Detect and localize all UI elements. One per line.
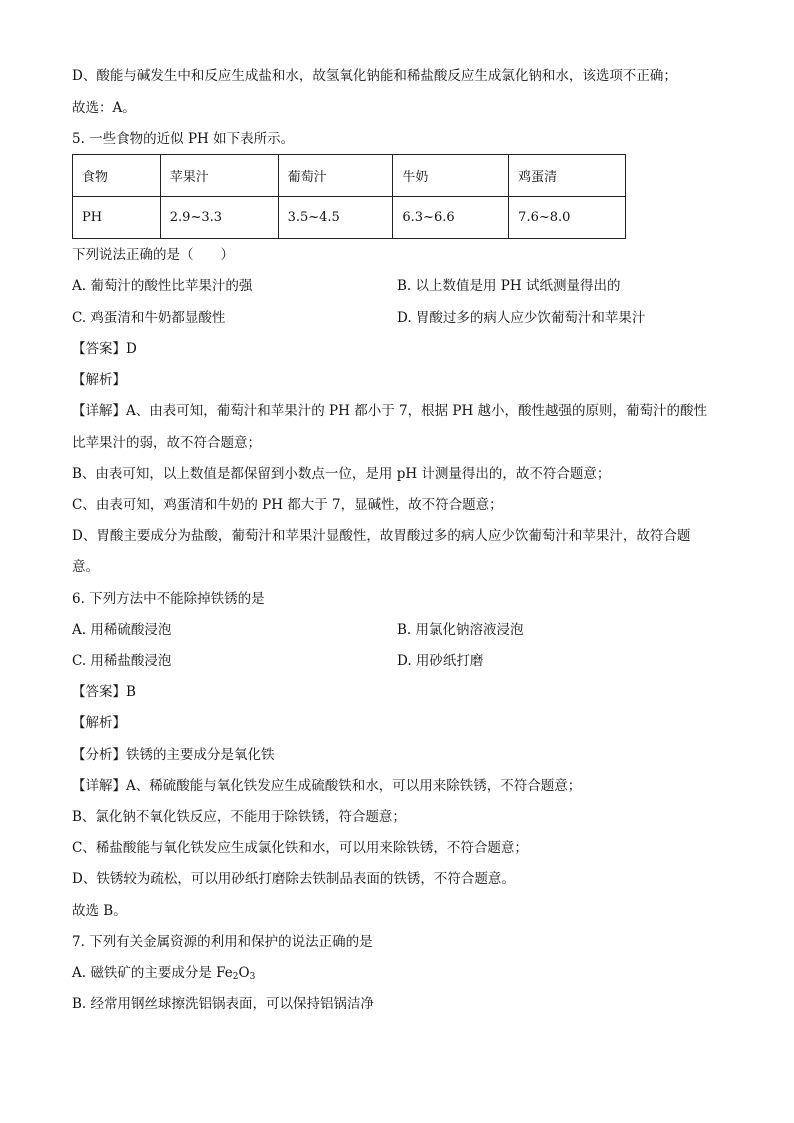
option-a: A. 葡萄汁的酸性比苹果汁的强 — [72, 278, 253, 294]
question-7-title: 7. 下列有关金属资源的利用和保护的说法正确的是 — [72, 934, 373, 950]
question-5-stem: 下列说法正确的是（ ） — [72, 247, 234, 263]
table-cell: 3.5~4.5 — [278, 197, 393, 239]
table-cell: 苹果汁 — [160, 155, 278, 197]
table-cell: 牛奶 — [393, 155, 509, 197]
text-line: C、由表可知，鸡蛋清和牛奶的 PH 都大于 7，显碱性，故不符合题意； — [72, 497, 503, 513]
table-cell: 鸡蛋清 — [509, 155, 626, 197]
table-cell: 2.9~3.3 — [160, 197, 278, 239]
table-cell: PH — [73, 197, 161, 239]
table-cell: 7.6~8.0 — [509, 197, 626, 239]
option-b: B. 用氯化钠溶液浸泡 — [397, 622, 524, 638]
subscript: 3 — [249, 972, 256, 982]
option-b: B. 经常用钢丝球擦洗铝锅表面，可以保持铝锅洁净 — [72, 996, 375, 1012]
table-cell: 食物 — [73, 155, 161, 197]
text-line: D、胃酸主要成分为盐酸，葡萄汁和苹果汁显酸性，故胃酸过多的病人应少饮葡萄汁和苹果汁，故符合题 — [72, 528, 691, 544]
ph-table — [72, 154, 626, 239]
option-text: A. 磁铁矿的主要成分是 Fe — [72, 965, 233, 981]
answer-label: 【答案】D — [72, 341, 137, 357]
table-row — [73, 197, 626, 239]
option-b: B. 以上数值是用 PH 试纸测量得出的 — [397, 278, 621, 294]
text-line: 【详解】A、由表可知，葡萄汁和苹果汁的 PH 都小于 7，根据 PH 越小，酸性越强的原则，葡萄汁的酸性 — [72, 403, 708, 419]
analysis-label: 【解析】 — [72, 715, 126, 731]
option-c: C. 鸡蛋清和牛奶都显酸性 — [72, 310, 226, 326]
subscript: 2 — [232, 972, 239, 982]
option-c: C. 用稀盐酸浸泡 — [72, 653, 172, 669]
table-cell: 葡萄汁 — [278, 155, 393, 197]
text-line: 【详解】A、稀硫酸能与氧化铁发应生成硫酸铁和水，可以用来除铁锈，不符合题意； — [72, 778, 582, 794]
option-d: D. 胃酸过多的病人应少饮葡萄汁和苹果汁 — [397, 310, 646, 326]
table-header-row — [73, 155, 626, 197]
table-cell: 6.3~6.6 — [393, 197, 509, 239]
text-line: 故选：A。 — [72, 100, 136, 116]
text-line: 意。 — [72, 559, 99, 575]
text-line: 故选 B。 — [72, 903, 127, 919]
option-d: D. 用砂纸打磨 — [397, 653, 484, 669]
text-line: 比苹果汁的弱，故不符合题意； — [72, 435, 261, 451]
option-a: A. 用稀硫酸浸泡 — [72, 622, 172, 638]
answer-label: 【答案】B — [72, 684, 136, 700]
question-5-title: 5. 一些食物的近似 PH 如下表所示。 — [72, 131, 295, 147]
text-line: D、酸能与碱发生中和反应生成盐和水，故氢氧化钠能和稀盐酸反应生成氯化钠和水，该选项不正确； — [72, 68, 677, 84]
analysis-label: 【解析】 — [72, 372, 126, 388]
text-line: B、由表可知，以上数值是都保留到小数点一位，是用 pH 计测量得出的，故不符合题意； — [72, 466, 611, 482]
text-line: C、稀盐酸能与氧化铁发应生成氯化铁和水，可以用来除铁锈，不符合题意； — [72, 840, 528, 856]
text-line: D、铁锈较为疏松，可以用砂纸打磨除去铁制品表面的铁锈，不符合题意。 — [72, 871, 515, 887]
text-line: B、氯化钠不氧化铁反应，不能用于除铁锈，符合题意； — [72, 809, 406, 825]
question-6-title: 6. 下列方法中不能除掉铁锈的是 — [72, 591, 265, 607]
text-line: 【分析】铁锈的主要成分是氧化铁 — [72, 747, 275, 763]
option-text: O — [238, 965, 250, 981]
option-a — [72, 963, 255, 987]
